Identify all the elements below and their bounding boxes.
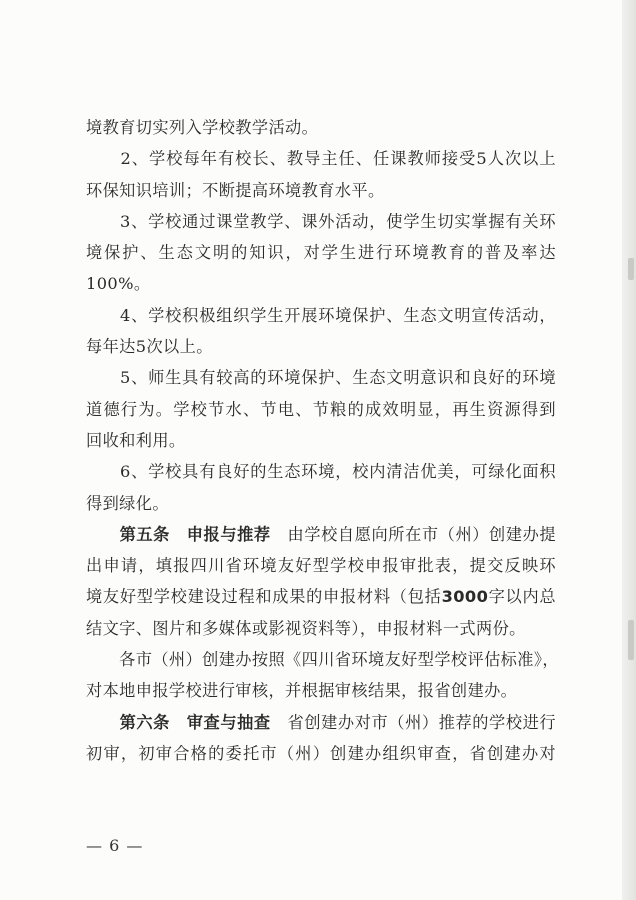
text-line xyxy=(86,331,556,362)
bold-heading: 第六条 审查与抽查 xyxy=(119,712,271,732)
bold-heading: 3000 xyxy=(441,587,489,607)
text-line xyxy=(86,206,556,237)
text-line xyxy=(86,300,556,331)
text-line xyxy=(86,613,556,644)
text-line xyxy=(86,394,556,425)
text-run: 2、学校每年有校长、教导主任、任课教师接受5人次以上 xyxy=(86,149,556,169)
text-run: 境友好型学校建设过程和成果的申报材料（包括 xyxy=(86,587,442,607)
text-run: 得到绿化。 xyxy=(86,493,169,513)
text-run: 5、师生具有较高的环境保护、生态文明意识和良好的环境 xyxy=(86,368,556,388)
text-line xyxy=(86,143,556,174)
text-line xyxy=(86,488,556,519)
text-line xyxy=(86,581,556,612)
text-run: 对本地申报学校进行审核，并根据审核结果，报省创建办。 xyxy=(86,681,518,701)
text-run: 境保护、生态文明的知识，对学生进行环境教育的普及率达 xyxy=(86,243,556,263)
body-text xyxy=(86,112,559,769)
text-run: 每年达5次以上。 xyxy=(86,337,213,357)
text-run: 由学校自愿向所在市（州）创建办提 xyxy=(270,524,556,544)
text-line xyxy=(86,707,556,738)
binding-mark xyxy=(628,258,634,280)
text-run: 出申请，填报四川省环境友好型学校申报审批表，提交反映环 xyxy=(86,556,556,576)
text-line xyxy=(86,456,556,487)
text-line xyxy=(86,362,556,393)
scan-edge xyxy=(622,0,636,900)
text-line xyxy=(86,738,556,769)
text-run: 结文字、图片和多媒体或影视资料等），申报材料一式两份。 xyxy=(86,618,526,638)
text-line xyxy=(86,425,556,456)
text-run: 道德行为。学校节水、节电、节粮的成效明显，再生资源得到 xyxy=(86,399,556,419)
text-run: 初审，初审合格的委托市（州）创建办组织审查，省创建办对 xyxy=(86,743,556,763)
text-run: 3、学校通过课堂教学、课外活动，使学生切实掌握有关环 xyxy=(86,211,556,231)
text-line xyxy=(86,550,556,581)
text-run: 省创建办对市（州）推荐的学校进行 xyxy=(270,712,556,732)
text-line xyxy=(86,112,556,143)
bold-heading: 第五条 申报与推荐 xyxy=(119,524,271,544)
text-run: 环保知识培训；不断提高环境教育水平。 xyxy=(86,180,385,200)
text-line xyxy=(86,268,556,299)
page-number: — 6 — xyxy=(86,836,144,855)
text-run: 各市（州）创建办按照《四川省环境友好型学校评估标准》， xyxy=(86,650,559,670)
text-run: 4、学校积极组织学生开展环境保护、生态文明宣传活动， xyxy=(86,305,556,325)
text-line xyxy=(86,675,556,706)
text-line xyxy=(86,237,556,268)
text-line xyxy=(86,519,556,550)
text-run: 字以内总 xyxy=(488,587,556,607)
binding-mark xyxy=(628,620,634,660)
text-run: 回收和利用。 xyxy=(86,430,186,450)
text-run: 境教育切实列入学校教学活动。 xyxy=(86,118,319,137)
text-line xyxy=(86,175,556,206)
text-run: 100%。 xyxy=(86,274,151,294)
text-line xyxy=(86,644,559,675)
text-run: 6、学校具有良好的生态环境，校内清洁优美，可绿化面积 xyxy=(86,462,556,482)
